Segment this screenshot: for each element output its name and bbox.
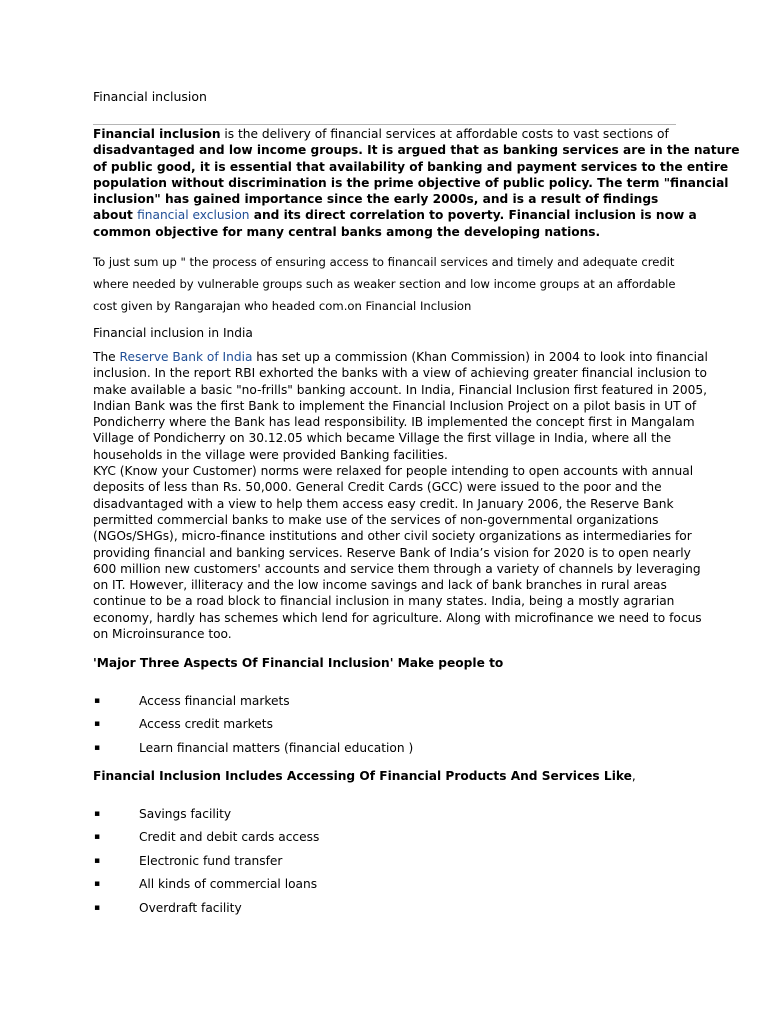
india-line: permitted commercial banks to make use of the services of non-governmental organizations xyxy=(93,512,659,527)
india-line: deposits of less than Rs. 50,000. General Credit Cards (GCC) were issued to the poor and the xyxy=(93,480,662,495)
summary-line: To just sum up " the process of ensuring access to financail services and timely and adequate credit xyxy=(93,255,675,269)
india-line: Village of Pondicherry on 30.12.05 which became Village the first village in India, where all the xyxy=(93,431,672,446)
financial-exclusion-link[interactable]: financial exclusion xyxy=(137,208,250,223)
india-line: households in the village were provided Banking facilities. xyxy=(93,447,448,462)
bullet-icon: ▪ xyxy=(94,719,101,730)
list-item-text: Learn financial matters (financial education ) xyxy=(139,740,414,755)
list-item-text: Electronic fund transfer xyxy=(139,853,283,868)
list-item-text: All kinds of commercial loans xyxy=(139,877,318,892)
definition-line: common objective for many central banks among the developing nations. xyxy=(93,224,601,239)
list-item-text: Credit and debit cards access xyxy=(139,830,320,845)
definition-line: of public good, it is essential that availability of banking and payment services to the entire xyxy=(93,159,729,174)
bullet-icon: ▪ xyxy=(94,832,101,843)
definition-line: population without discrimination is the prime objective of public policy. The term "financial xyxy=(93,175,729,190)
india-line: Pondicherry where the Bank has lead responsibility. IB implemented the concept first in Mangalam xyxy=(93,415,695,430)
definition-line xyxy=(93,207,697,223)
india-text: The xyxy=(93,350,120,364)
definition-line xyxy=(93,126,683,142)
bullet-icon: ▪ xyxy=(94,902,101,913)
bullet-icon: ▪ xyxy=(94,742,101,753)
summary-line: where needed by vulnerable groups such as weaker section and low income groups at an affordable xyxy=(93,277,676,291)
india-line: economy, hardly has schemes which lend for agriculture. Along with microfinance we need to focus xyxy=(93,610,702,625)
list-item-text: Access credit markets xyxy=(139,717,273,732)
definition-text: is the delivery of financial services at affordable costs to vast sections of xyxy=(220,127,669,141)
definition-text: about xyxy=(93,208,138,223)
bullet-icon: ▪ xyxy=(94,879,101,890)
india-line xyxy=(93,349,708,365)
aspects-heading: 'Major Three Aspects Of Financial Inclusion' Make people to xyxy=(93,656,504,670)
india-text: has set up a commission (Khan Commission) in 2004 to look into financial xyxy=(252,350,708,364)
bullet-icon: ▪ xyxy=(94,809,101,819)
india-line: providing financial and banking services. Reserve Bank of India’s vision for 2020 is to open nearly xyxy=(93,545,691,560)
india-line: on IT. However, illiteracy and the low income savings and lack of bank branches in rural areas xyxy=(93,578,667,593)
list-item-text: Access financial markets xyxy=(139,694,290,708)
bullet-icon: ▪ xyxy=(94,696,101,706)
list-item-text: Overdraft facility xyxy=(139,900,242,915)
india-line: disadvantaged with a view to help them access easy credit. In January 2006, the Reserve Bank xyxy=(93,496,674,511)
includes-heading-text: Financial Inclusion Includes Accessing Of Financial Products And Services Like xyxy=(93,769,632,783)
india-line: inclusion. In the report RBI exhorted the banks with a view of achieving greater financial inclusion to xyxy=(93,366,708,381)
bullet-icon: ▪ xyxy=(94,855,101,866)
includes-heading-comma: , xyxy=(631,769,636,783)
india-line: Indian Bank was the first Bank to implement the Financial Inclusion Project on a pilot basis in UT of xyxy=(93,398,697,413)
includes-heading xyxy=(93,768,636,785)
definition-term: Financial inclusion xyxy=(93,127,221,141)
document-title: Financial inclusion xyxy=(93,89,207,104)
india-line: on Microinsurance too. xyxy=(93,627,232,642)
india-line: 600 million new customers' accounts and service them through a variety of channels by leveraging xyxy=(93,561,701,576)
definition-line: inclusion" has gained importance since the early 2000s, and is a result of findings xyxy=(93,192,659,207)
list-item-text: Savings facility xyxy=(139,807,232,821)
india-line: (NGOs/SHGs), micro-finance institutions and other civil society organizations as intermediaries for xyxy=(93,529,692,544)
horizontal-rule xyxy=(93,124,676,125)
india-heading: Financial inclusion in India xyxy=(93,326,253,340)
definition-text: and its direct correlation to poverty. Financial inclusion is now a xyxy=(249,208,697,223)
summary-paragraph xyxy=(93,251,683,317)
india-line: KYC (Know your Customer) norms were relaxed for people intending to open accounts with annual xyxy=(93,464,694,479)
india-paragraph xyxy=(93,349,708,642)
india-line: make available a basic "no-frills" banking account. In India, Financial Inclusion first featured in 2005, xyxy=(93,382,707,397)
definition-line: disadvantaged and low income groups. It is argued that as banking services are in the nature xyxy=(93,143,740,158)
india-line: continue to be a road block to financial inclusion in many states. India, being a mostly agrarian xyxy=(93,594,675,609)
definition-paragraph xyxy=(93,126,740,240)
reserve-bank-of-india-link[interactable]: Reserve Bank of India xyxy=(119,350,253,364)
summary-line: cost given by Rangarajan who headed com.on Financial Inclusion xyxy=(93,299,472,313)
